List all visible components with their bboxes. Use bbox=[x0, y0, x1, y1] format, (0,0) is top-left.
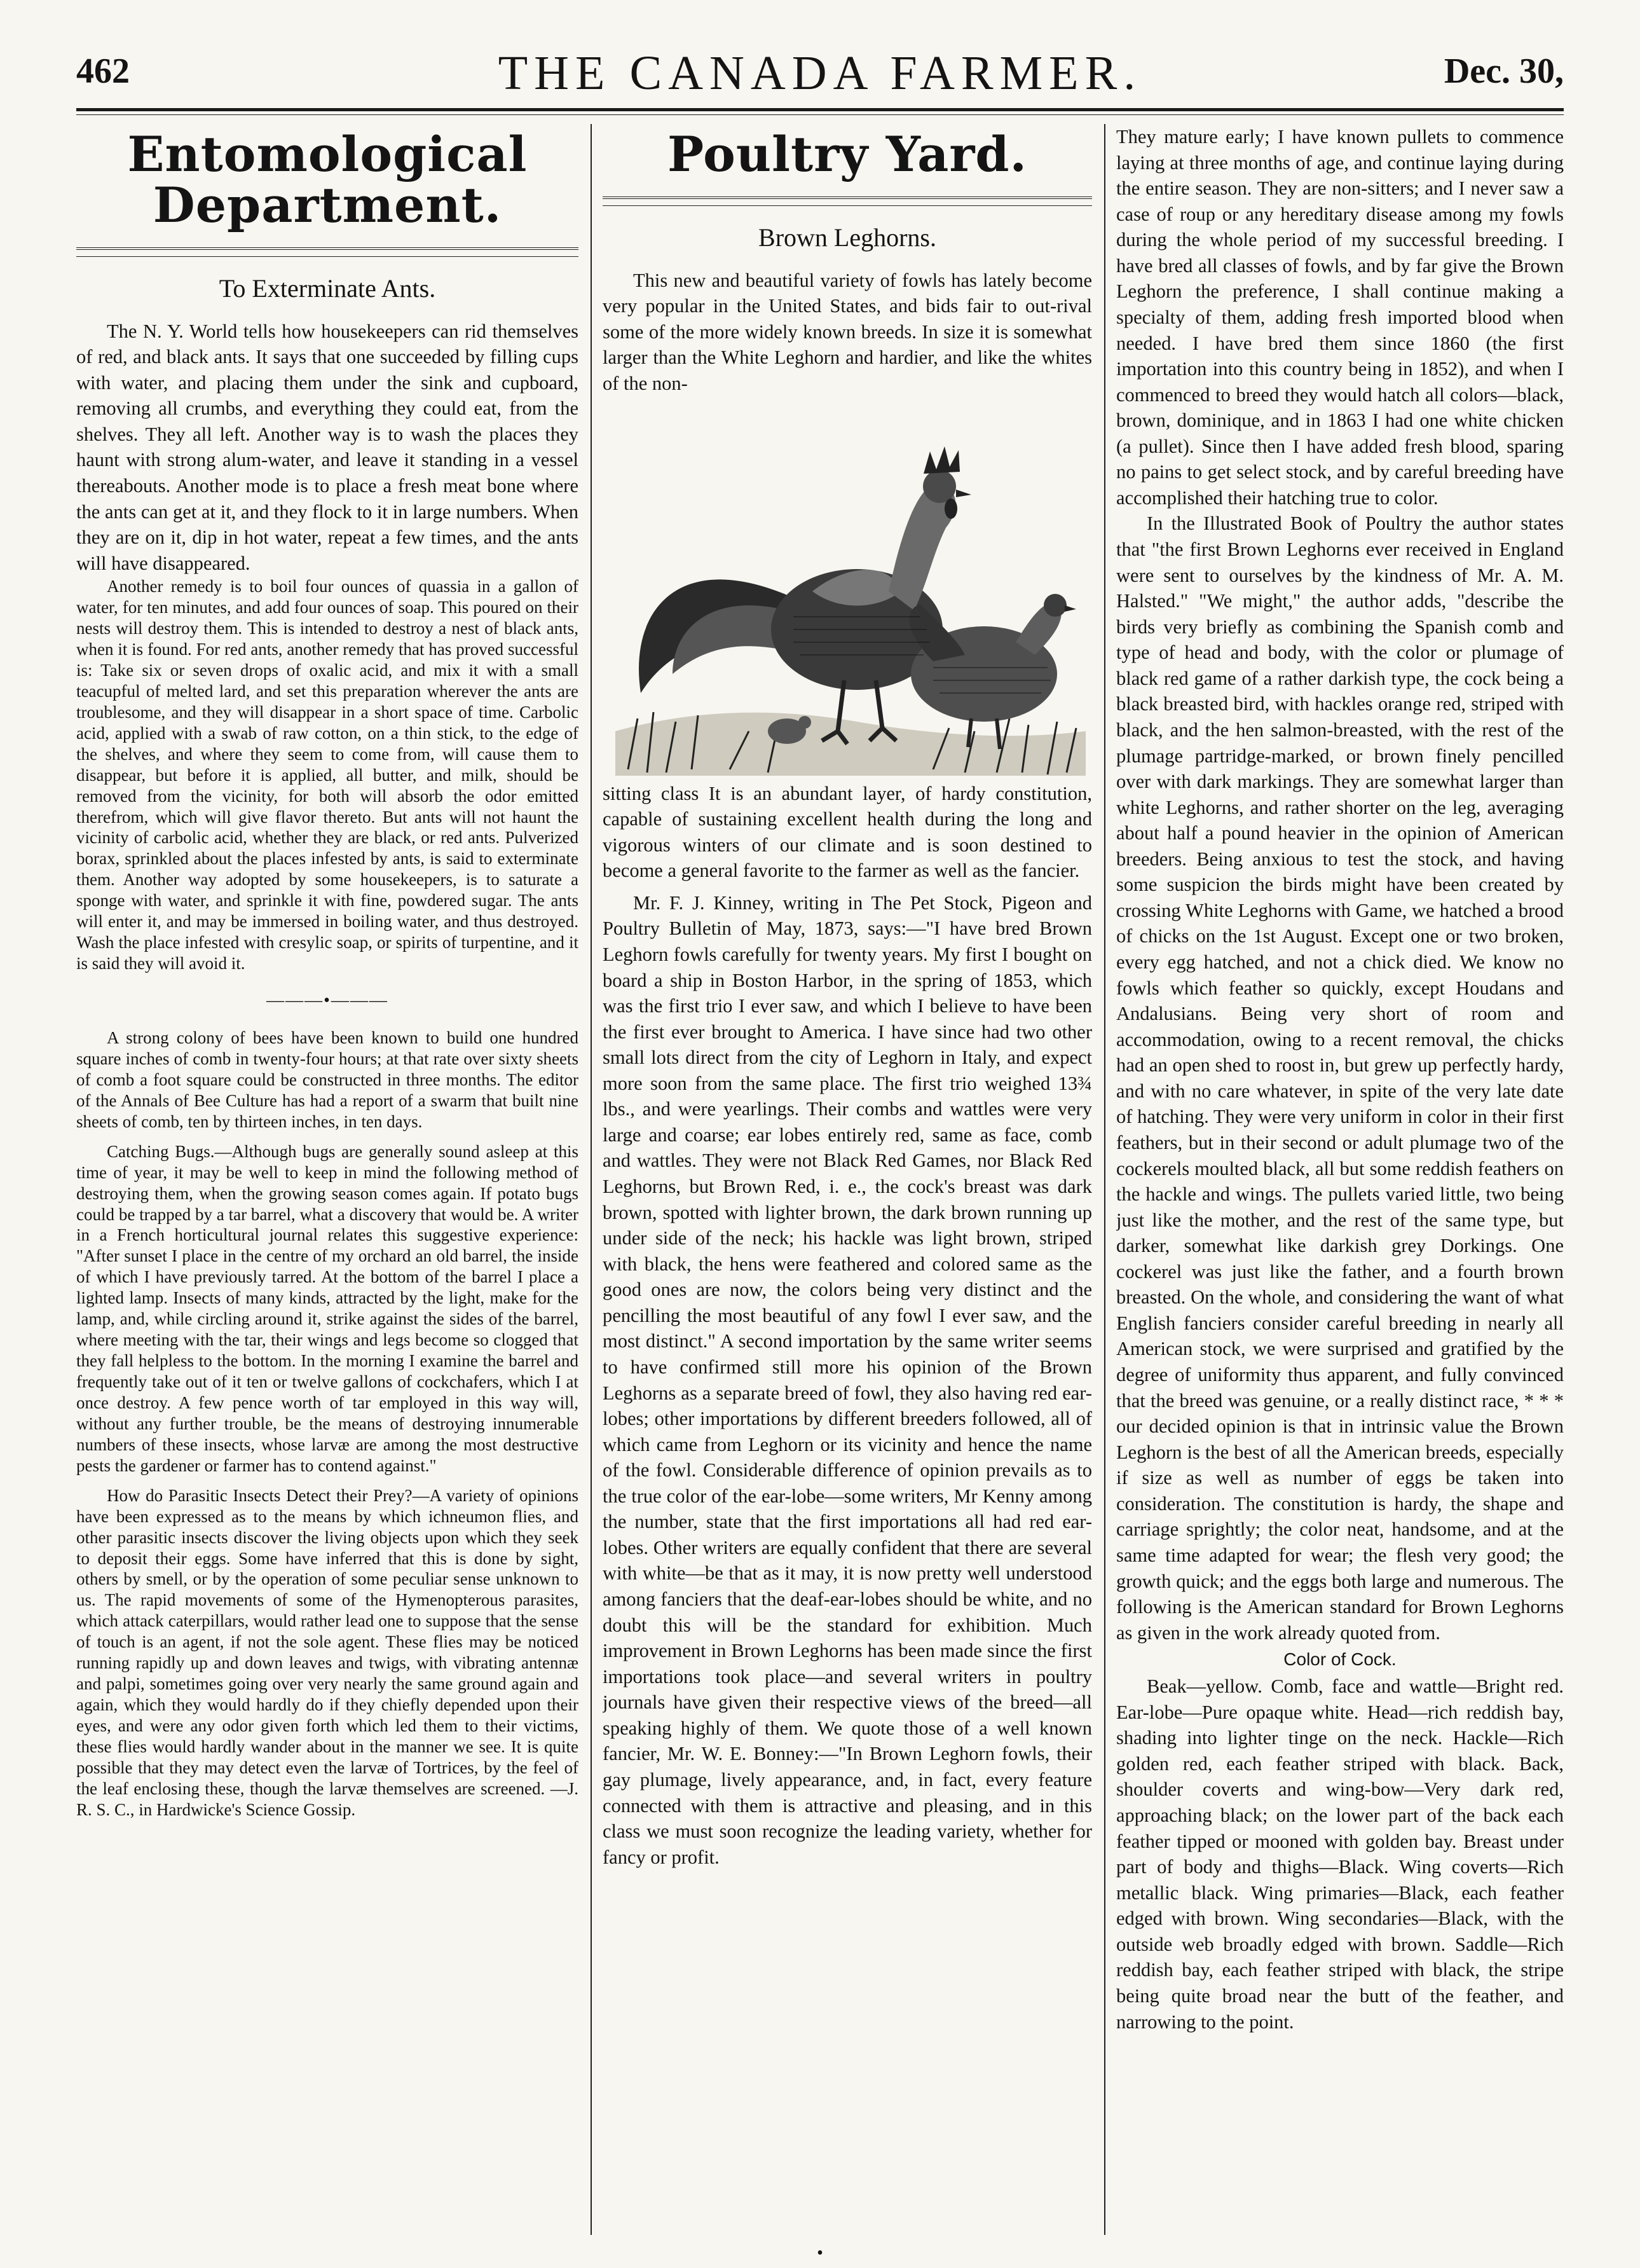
heading-rule bbox=[603, 196, 1092, 206]
article-paragraph: A strong colony of bees have been known to build one hundred square inches of comb in twenty-four hours; at that rate over sixty sheets of comb a foot square could be constructed in three months. The editor of the Annals of Bee Culture has had a report of a swarm that built nine sheets of comb, ten by thirteen inches, in ten days. bbox=[76, 1028, 578, 1131]
column-divider bbox=[1104, 124, 1105, 2235]
article-paragraph: Catching Bugs.—Although bugs are generally sound asleep at this time of year, it may be well to keep in mind the following method of destroying them, when the growing season comes again. If potato bugs could be trapped by a tar barrel, what a discovery that would be. A writer in a French horticultural journal relates this suggestive experience: "After sunset I place in the centre of my orchard an old barrel, the inside of which I have previously tarred. At the bottom of the barrel I place a lighted lamp. Insects of many kinds, attracted by the light, make for the lamp, and, while circling around it, strike against the sides of the barrel, where meeting with the tar, their wings and legs become so clogged that they fall helpless to the bottom. In the morning I examine the barrel and frequently take out of it ten or twelve gallons of cockchafers, which I at once destroy. A few pence worth of tar employed in this way will, without any further trouble, be the means of destroying innumerable numbers of these insects, whose larvæ are among the most destructive pests the gardener or farmer has to contend against." bbox=[76, 1141, 578, 1475]
column-poultry-continued bbox=[1116, 124, 1564, 2235]
standard-subheading: Color of Cock. bbox=[1283, 1649, 1397, 1670]
article-paragraph: This new and beautiful variety of fowls has lately become very popular in the United States, and bids fair to out-rival some of the more widely known breeds. In size it is somewhat larger than the White Leghorn and hardier, and like the whites of the non- bbox=[603, 269, 1092, 395]
page-footer-mark: • bbox=[817, 2243, 823, 2263]
article-paragraph: They mature early; I have known pullets to commence laying at three months of age, and continue laying during the entire season. They are non-sitters; and I never saw a case of roup or any hereditary disease among my fowls during the whole period of my successful breeding. I have bred all classes of fowls, and by far give the Brown Leghorn the preference, I shall continue making a specialty of them, adding fresh imported blood when needed. I have bred them since 1860 (the first importation into this country being in 1852), and when I commenced to breed they would hatch all colors—black, brown, dominique, and in 1863 I had one white chicken (a pullet). Since then I have added fresh blood, sparing no pains to get select stock, and by careful breeding have accomplished their hatching true to color. bbox=[1116, 126, 1564, 509]
article-paragraph: How do Parasitic Insects Detect their Prey?—A variety of opinions have been expressed as to the means by which ichneumon flies, and other parasitic insects discover the living objects upon which they seek to deposit their eggs. Some have inferred that this is done by sight, others by smell, or by the operation of some peculiar sense unknown to us. The rapid movements of some of the Hymenopterous parasites, which attack caterpillars, would rather lead one to suppose that the sense of touch is an agent, if not the sole agent. These flies may be noticed running rapidly up and down leaves and twigs, with vibrating antennæ and palpi, sometimes going over very nearly the same ground again and again, which they would hardly do if they chiefly depended upon their eyes, and were any odor given forth which led them to their victims, these flies would hardly wander about in the manner we see. It is quite possible that they may detect even the larvæ of Tortrices, by the feel of the leaf enclosing these, though the larvæ themselves are screened. —J. R. S. C., in Hardwicke's Science Gossip. bbox=[76, 1485, 578, 1819]
header-rule bbox=[76, 108, 1564, 111]
article-paragraph: In the Illustrated Book of Poultry the author states that "the first Brown Leghorns ever received in England were sent to ourselves by the kindness of Mr. A. M. Halsted." "We might," the author adds, "describe the birds very briefly as combining the Spanish comb and type of head and body, with the color or plumage of black red game of a rather darkish type, the cock being a black breasted bird, with hackles orange red, striped with black, and the hen salmon-breasted, with the rest of the plumage partridge-marked, or brown finely pencilled over with dark markings. They are somewhat larger than white Leghorns, and rather shorter on the leg, averaging about half a pound heavier in the opinion of American breeders. Being anxious to test the stock, and having some suspicion the birds might have been created by crossing White Leghorns with Game, we hatched a brood of chicks on the 1st August. Except one or two broken, every egg hatched, and not a chick died. We know no fowls which feather so quickly, except Houdans and Andalusians. Being very short of room and accommodation, owing to a recent removal, the chicks had an open shed to roost in, but grew up perfectly hardy, and with no care whatever, in spite of the very late date of hatching. They were very uniform in color in their first feathers, but in their second or adult plumage two of the cockerels moulted black, all but some reddish feathers on the hackle and wings. The pullets varied little, two being just like the mother, and the rest of the same type, but darker, somewhat like darkish grey Dorkings. One cockerel was just like the father, and a fourth brown breasted. On the whole, and considering the want of what English fanciers consider careful breeding in nearly all American stock, we were surprised and gratified by the degree of uniformity thus apparent, and fully convinced that the breed was genuine, or a really distinct race, * * * our decided opinion is that in intrinsic value the Brown Leghorn is the best of all the American breeds, especially if size as well as number of eggs be taken into consideration. The constitution is hardy, the shape and carriage sprightly; the color neat, handsome, and at the same time adapted for wear; the flesh very good; the growth quick; and the eggs both large and numerous. The following is the American standard for Brown Leghorns as given in the work already quoted from. bbox=[1116, 512, 1564, 1644]
column-divider bbox=[591, 124, 592, 2235]
department-heading: Entomological Department. bbox=[127, 126, 528, 233]
article-paragraph: Beak—yellow. Comb, face and wattle—Bright red. Ear-lobe—Pure opaque white. Head—rich reddish bay, shading into lighter tinge on the neck. Hackle—Rich golden red, each feather striped with black. Back, shoulder coverts and wing-bow—Very dark red, approaching black; on the lower part of the back each feather tipped or mooned with golden bay. Breast under part of body and thighs—Black. Wing coverts—Rich metallic black. Wing primaries—Black, each feather edged with brown. Wing secondaries—Black, with the outside web broadly edged with brown. Saddle—Rich reddish bay, each feather striped with black, the stripe being quite broad near the butt of the feather, and narrowing to the point. bbox=[1116, 1675, 1564, 2033]
rooster-and-hen-engraving bbox=[603, 401, 1092, 776]
article-title: To Exterminate Ants. bbox=[219, 273, 436, 303]
header-rule-thin bbox=[76, 114, 1564, 115]
newspaper-title: THE CANADA FARMER. bbox=[498, 46, 1142, 100]
article-paragraph: sitting class It is an abundant layer, of hardy constitution, capable of sustaining excellent health during the long and vigorous winters of our climate and is soon destined to become a general favorite to the farmer as well as the fancier. bbox=[603, 782, 1092, 882]
column-entomological bbox=[76, 124, 578, 2235]
article-separator: ———•——— bbox=[266, 991, 388, 1011]
department-heading: Poultry Yard. bbox=[667, 126, 1027, 182]
issue-date: Dec. 30, bbox=[1444, 52, 1564, 91]
heading-rule bbox=[76, 247, 578, 257]
column-poultry bbox=[603, 124, 1092, 2235]
article-paragraph: The N. Y. World tells how housekeepers can rid themselves of red, and black ants. It says that one succeeded by filling cups with water, and placing them under the sink and cupboard, removing all crumbs, and everything they could eat, from the shelves. They all left. Another way is to wash the places they haunt with strong alum-water, and leave it standing in a vessel thereabouts. Another mode is to place a fresh meat bone where the ants can get at it, and they flock to it in large numbers. When they are on it, dip in hot water, repeat a few times, and the ants will have disappeared. bbox=[76, 320, 578, 574]
page-number: 462 bbox=[76, 52, 130, 91]
article-title: Brown Leghorns. bbox=[758, 223, 936, 252]
article-paragraph: Another remedy is to boil four ounces of quassia in a gallon of water, for ten minutes, and add four ounces of soap. This poured on their nests will destroy them. This is intended to destroy a nest of black ants, when it is found. For red ants, another remedy that has proved successful is: Take six or seven drops of oxalic acid, and mix it with a small teacupful of melted lard, and set this preparation wherever the ants are troublesome, and they will disappear in a short space of time. Carbolic acid, applied with a swab of raw cotton, on a thin stick, to the edge of the shelves, and where they seem to come from, will cause them to disappear, but before it is applied, all butter, and milk, should be removed from the vicinity, for both will absorb the odor emitted therefrom, which will give flavor thereto. But ants will not haunt the vicinity of carbolic acid, whether they are black, or red ants. Pulverized borax, sprinkled about the places infested by ants, is said to exterminate them. Another way adopted by some housekeepers, is to saturate a sponge with water, and sprinkle it with fine, powdered sugar. The ants will enter it, and may be immersed in boiling water, and thus destroyed. Wash the place infested with cresylic soap, or spirits of turpentine, and it is said they will avoid it. bbox=[76, 577, 578, 973]
article-paragraph: Mr. F. J. Kinney, writing in The Pet Stock, Pigeon and Poultry Bulletin of May, 1873, says:—"I have bred Brown Leghorn fowls carefully for twenty years. My first I bought on board a ship in Boston Harbor, in the spring of 1853, which was the first trio I ever saw, and which I believe to have been the first ever brought to America. I have since had two other small lots direct from the city of Leghorn in Italy, and expect more soon from the same place. The first trio weighed 13¾ lbs., and were yearlings. Their combs and wattles were very large and coarse; ear lobes entirely red, same as face, comb and wattles. They were not Black Red Games, nor Black Red Leghorns, but Brown Red, i. e., the cock's breast was dark brown, spotted with lighter brown, the dark brown running up under side of the neck; his hackle was light brown, striped with black, the hens were feathered and colored same as the good ones are now, the colors being very distinct and the pencilling the most beautiful of any fowl I ever saw, and the most distinct." A second importation by the same writer seems to have confirmed still more his opinion of the Brown Leghorns as a separate breed of fowl, they also having red ear-lobes; other importations by different breeders followed, all of which came from Leghorn or its vicinity and hence the name of the fowl. Considerable difference of opinion prevails as to the true color of the ear-lobe—some writers, Mr Kenny among the number, state that the first importations all had red ear-lobes. Other writers are equally confident that there are several with white—be that as it may, it is now pretty well understood among fanciers that the deaf-ear-lobes should be white, and no doubt this will be the standard for exhibition. Much improvement in Brown Leghorns has been made since the first importations took place—and several writers in poultry journals have given their respective views of the breed—all speaking highly of them. We quote those of a well known fancier, Mr. W. E. Bonney:—"In Brown Leghorn fowls, their gay plumage, lively appearance, and, in fact, every feature connected with them is attractive and pleasing, and in this class we must soon recognize the leading variety, whether for fancy or profit. bbox=[603, 891, 1092, 1868]
page-header bbox=[76, 38, 1564, 108]
